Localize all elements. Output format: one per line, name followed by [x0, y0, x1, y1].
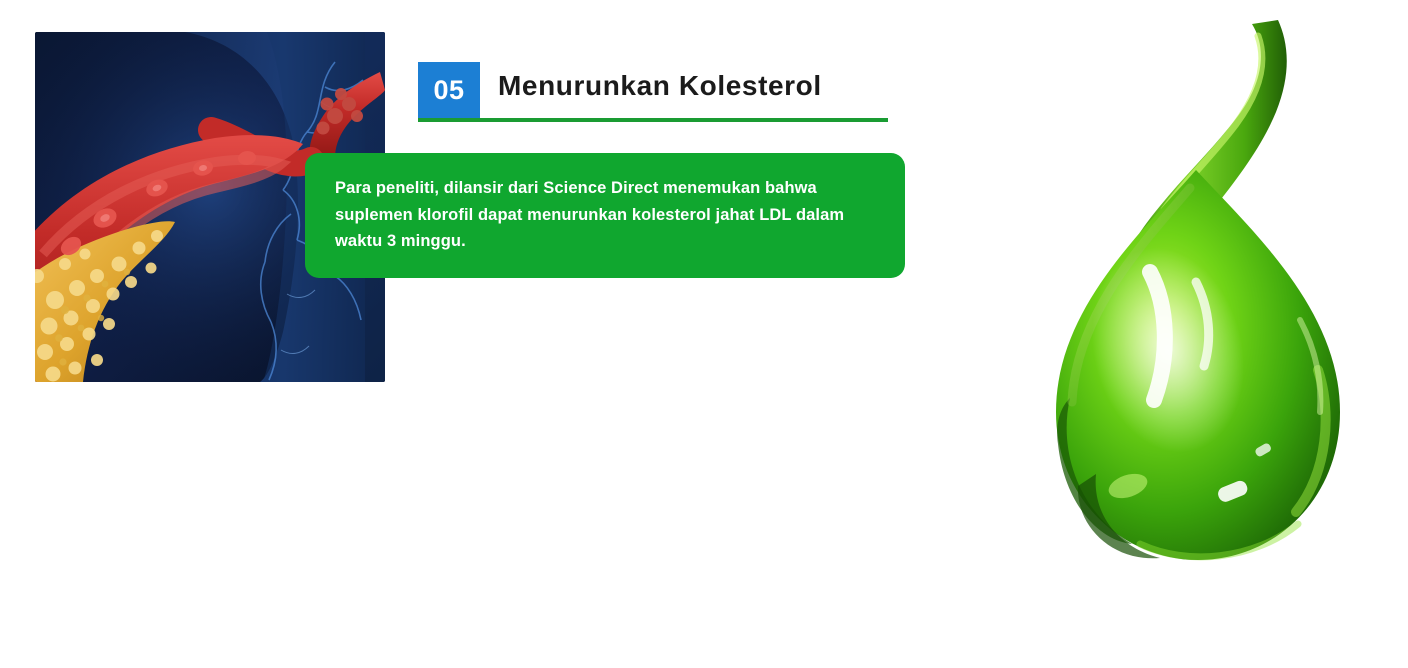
callout-text: Para peneliti, dilansir dari Science Direct menemukan bahwa suplemen klorofil dapat menurunkan kolesterol jahat LDL dalam waktu 3 minggu. — [335, 179, 845, 251]
heading-underline-left — [418, 118, 480, 122]
heading-underline — [480, 118, 888, 122]
section-heading — [418, 62, 888, 124]
info-callout — [305, 153, 905, 278]
chlorophyll-droplet-image — [1000, 20, 1390, 590]
section-number-badge: 05 — [418, 62, 480, 118]
page-title: Menurunkan Kolesterol — [498, 70, 822, 101]
